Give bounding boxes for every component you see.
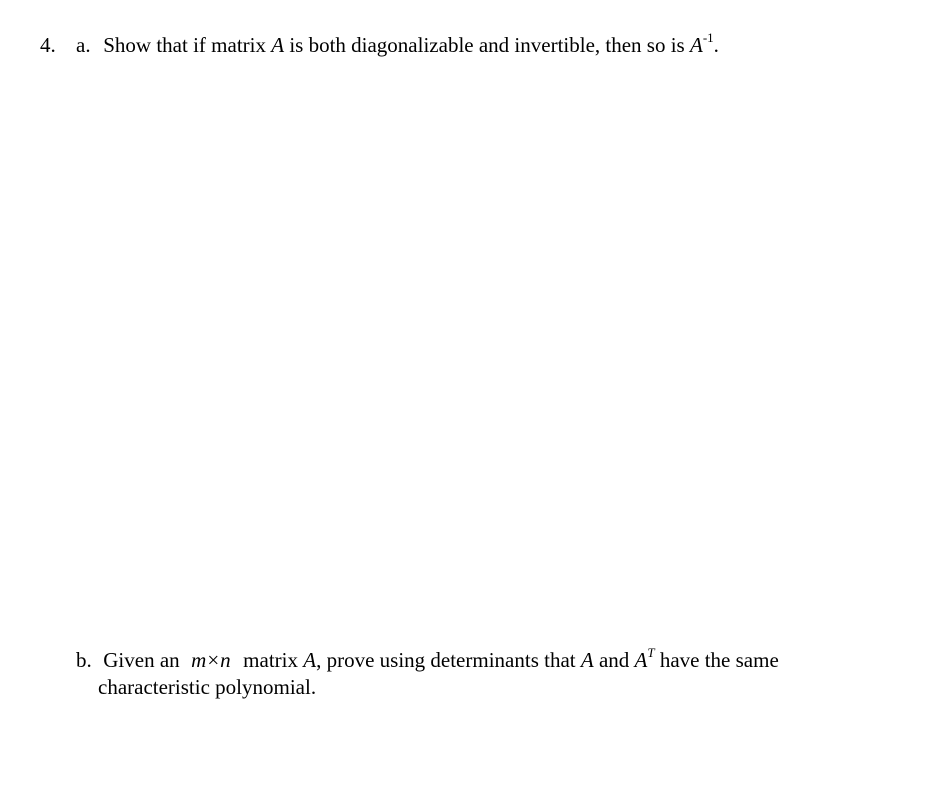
part-b-times: × [207,648,221,672]
part-a-label: a. [76,33,91,57]
part-a [76,32,896,59]
question-number: 4. [40,33,56,57]
part-a-text-1: Show that if matrix [103,33,266,57]
part-b-text-5: have the same [659,648,779,672]
part-b-var-m: m [191,648,208,672]
part-b-var-a-3: A [634,648,648,672]
part-a-var-a-inverse: A [689,33,703,57]
part-b-transpose-superscript: T [647,645,655,660]
part-b-text-1: Given an [103,648,180,672]
part-b-var-a-2: A [580,648,594,672]
part-a-inverse-superscript: -1 [702,30,714,45]
part-a-var-a: A [271,33,285,57]
part-b-line-2: characteristic polynomial. [98,675,317,699]
part-b [76,647,896,701]
part-b-text-2: matrix [243,648,298,672]
part-b-label: b. [76,648,92,672]
part-b-text-4: and [598,648,630,672]
part-b-var-n: n [220,648,232,672]
part-b-var-a-1: A [303,648,317,672]
part-b-text-3: , prove using determinants that [316,648,576,672]
part-b-dimensions [185,648,238,672]
part-a-text-2: is both diagonalizable and invertible, then so is [289,33,685,57]
part-a-end-punct: . [713,33,719,57]
